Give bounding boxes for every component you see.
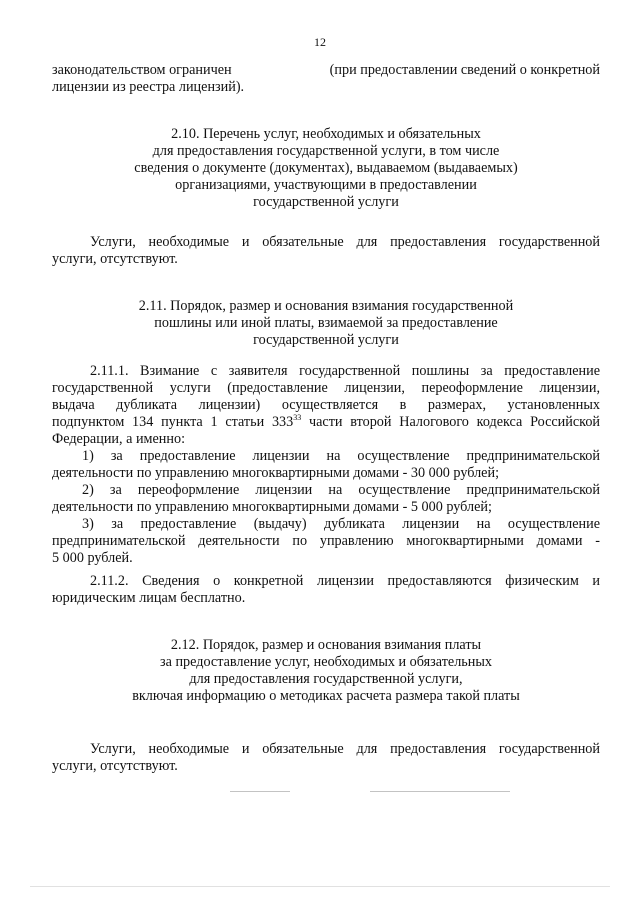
- section-2-11-heading: [52, 298, 600, 349]
- section-2-12-heading: [52, 637, 600, 705]
- fee-item-line: 1) за предоставление лицензии на осуществление предпринимательской: [82, 448, 600, 464]
- fee-item: [52, 482, 600, 516]
- body-line: Услуги, необходимые и обязательные для предоставления государственной: [90, 741, 600, 757]
- heading-line: 2.12. Порядок, размер и основания взимания платы: [170, 637, 482, 653]
- section-2-10-heading: [52, 126, 600, 211]
- heading-line: для предоставления государственной услуги,: [189, 671, 463, 687]
- intro-line-2: лицензии из реестра лицензий).: [52, 79, 245, 95]
- paragraph-line: 2.11.2. Сведения о конкретной лицензии предоставляются физическим и: [90, 573, 600, 589]
- section-2-11-2-paragraph: [52, 573, 600, 607]
- intro-line-1: [52, 62, 600, 79]
- heading-line: сведения о документе (документах), выдаваемом (выдаваемых): [134, 160, 518, 176]
- intro-line-1-left: законодательством ограничен: [52, 62, 232, 78]
- fee-item-line: деятельности по управлению многоквартирными домами - 5 000 рублей;: [52, 499, 492, 515]
- heading-line: 2.11. Порядок, размер и основания взимания государственной: [138, 298, 514, 314]
- heading-line: за предоставление услуг, необходимых и обязательных: [160, 654, 492, 670]
- fee-item-line: предпринимательской деятельности по управлению многоквартирными домами -: [52, 533, 600, 549]
- scan-artifact: [230, 791, 290, 792]
- fee-list: [52, 448, 600, 567]
- heading-line: организациями, участвующими в предоставлении: [175, 177, 477, 193]
- heading-line: государственной услуги: [253, 194, 399, 210]
- heading-line: для предоставления государственной услуги, в том числе: [152, 143, 500, 159]
- paragraph-text: подпунктом 134 пункта 1 статьи 333: [52, 414, 294, 430]
- page-number: 12: [314, 35, 326, 49]
- scan-artifact: [370, 791, 510, 792]
- paragraph-line: Федерации, а именно:: [52, 431, 186, 447]
- section-2-11-1-paragraph: [52, 363, 600, 448]
- paragraph-line: юридическим лицам бесплатно.: [52, 590, 246, 606]
- body-line: Услуги, необходимые и обязательные для предоставления государственной: [90, 234, 600, 250]
- body-line: услуги, отсутствуют.: [52, 251, 178, 267]
- section-2-12-body: [52, 741, 600, 775]
- scan-artifact: [30, 886, 610, 887]
- fee-item: [52, 448, 600, 482]
- intro-line-1-right: (при предоставлении сведений о конкретной: [329, 62, 600, 78]
- section-2-10-body: [52, 234, 600, 268]
- heading-line: государственной услуги: [253, 332, 399, 348]
- heading-line: пошлины или иной платы, взимаемой за предоставление: [154, 315, 498, 331]
- paragraph-line: выдача дубликата лицензии) осуществляется в размерах, установленных: [52, 397, 600, 413]
- fee-item: [52, 516, 600, 567]
- paragraph-line-with-footnote: [52, 414, 600, 431]
- heading-line: включая информацию о методиках расчета размера такой платы: [132, 688, 520, 704]
- paragraph-line: государственной услуги (предоставление лицензии, переоформление лицензии,: [52, 380, 600, 396]
- paragraph-line: 2.11.1. Взимание с заявителя государственной пошлины за предоставление: [90, 363, 600, 379]
- heading-line: 2.10. Перечень услуг, необходимых и обязательных: [171, 126, 481, 142]
- fee-item-line: 5 000 рублей.: [52, 550, 133, 566]
- fee-item-line: 2) за переоформление лицензии на осуществление предпринимательской: [82, 482, 600, 498]
- intro-paragraph: [52, 62, 600, 96]
- paragraph-text: части второй Налогового кодекса Российской: [301, 414, 600, 430]
- body-line: услуги, отсутствуют.: [52, 758, 178, 774]
- footnote-marker: 33: [293, 413, 302, 422]
- fee-item-line: 3) за предоставление (выдачу) дубликата лицензии на осуществление: [82, 516, 600, 532]
- fee-item-line: деятельности по управлению многоквартирными домами - 30 000 рублей;: [52, 465, 500, 481]
